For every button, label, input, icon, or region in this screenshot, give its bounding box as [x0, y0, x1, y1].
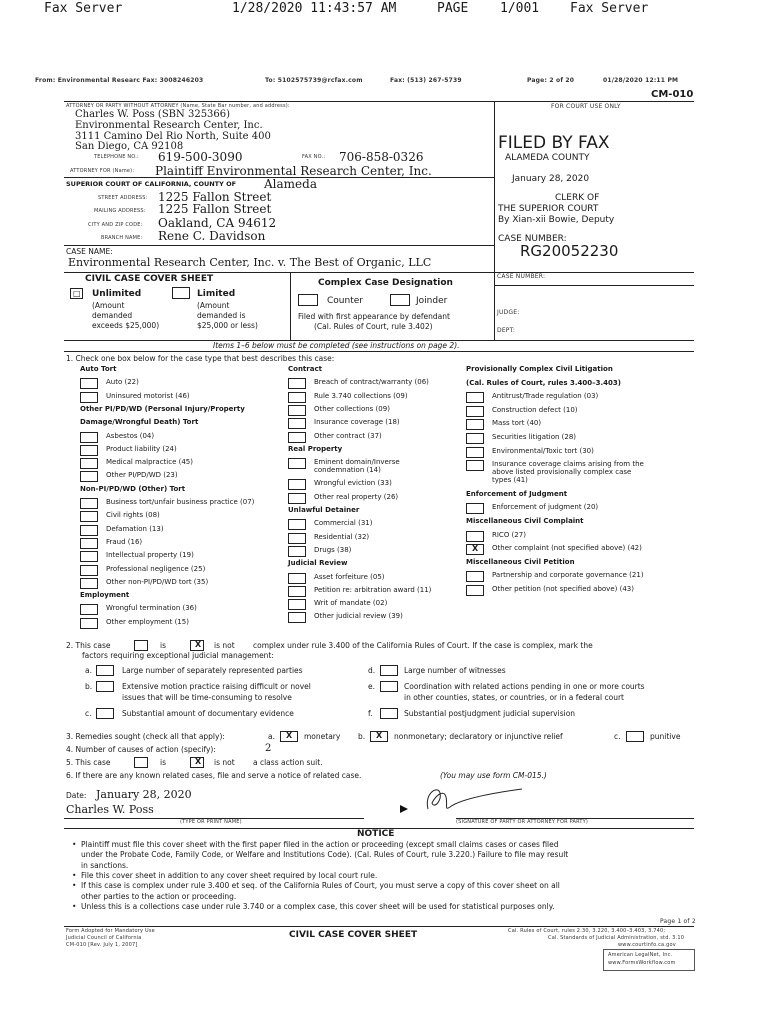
- remedy-nonmonetary-checkbox[interactable]: X: [370, 731, 388, 742]
- attorney-line: Environmental Research Center, Inc.: [75, 120, 263, 131]
- class-action-is-label: is: [160, 758, 166, 767]
- case-type-checkbox[interactable]: [466, 585, 484, 596]
- case-type-label: condemnation (14): [314, 466, 381, 475]
- telephone-label: TELEPHONE NO.:: [94, 154, 139, 160]
- case-type-label: Residential (32): [314, 532, 370, 541]
- fax-datetime: 1/28/2020 11:43:57 AM: [232, 1, 397, 16]
- case-type-checkbox[interactable]: [466, 544, 484, 555]
- case-type-checkbox[interactable]: [288, 519, 306, 530]
- factor-b-label: Extensive motion practice raising difficult or novel: [122, 682, 311, 691]
- complex-designation-title: Complex Case Designation: [318, 278, 453, 288]
- category-heading: Other PI/PD/WD (Personal Injury/Property: [80, 404, 245, 413]
- case-type-checkbox[interactable]: [466, 419, 484, 430]
- case-type-checkbox[interactable]: [466, 460, 484, 471]
- case-type-label: Defamation (13): [106, 524, 164, 533]
- category-heading: Real Property: [288, 444, 343, 453]
- cover-sheet-title: CIVIL CASE COVER SHEET: [85, 274, 214, 284]
- case-type-checkbox[interactable]: [288, 458, 306, 469]
- case-type-checkbox[interactable]: [80, 551, 98, 562]
- case-type-label: Fraud (16): [106, 537, 143, 546]
- case-type-label: above listed provisionally complex case: [492, 468, 632, 477]
- remedy-nonmonetary-label: nonmonetary; declaratory or injunctive relief: [394, 732, 563, 741]
- item-2-lead: 2. This case: [66, 641, 111, 650]
- factor-e-letter: e.: [368, 682, 375, 691]
- attorney-for-label: ATTORNEY FOR (Name):: [70, 168, 135, 174]
- factor-b-label2: issues that will be time-consuming to resolve: [122, 693, 292, 702]
- date-value: January 28, 2020: [96, 788, 192, 801]
- city-label: CITY AND ZIP CODE:: [88, 222, 143, 228]
- case-type-label: Partnership and corporate governance (21): [492, 571, 644, 580]
- class-action-is-not-label: is not: [214, 758, 235, 767]
- bullet-icon: •: [72, 881, 77, 891]
- case-type-checkbox[interactable]: [80, 471, 98, 482]
- item-2-rest: complex under rule 3.400 of the California Rules of Court. If the case is complex, mark the: [253, 641, 593, 650]
- case-type-label: Writ of mandate (02): [314, 599, 388, 608]
- right-column-divider: [494, 101, 495, 341]
- transmit-to: To: 5102575739@rcfax.com: [265, 77, 363, 84]
- branch-label: BRANCH NAME:: [101, 235, 143, 241]
- fax-page-number: 1/001: [500, 1, 540, 16]
- item-5-rest: a class action suit.: [253, 758, 323, 767]
- page-of: Page 1 of 2: [660, 918, 696, 925]
- case-type-checkbox[interactable]: [288, 418, 306, 429]
- case-type-checkbox[interactable]: [466, 447, 484, 458]
- category-heading: Damage/Wrongful Death) Tort: [80, 418, 199, 427]
- attorney-line: Charles W. Poss (SBN 325366): [75, 109, 231, 120]
- case-number-value: RG20052230: [520, 242, 619, 260]
- footer-right-line: Cal. Standards of Judicial Administration, std. 3.10: [548, 935, 685, 941]
- court-label: SUPERIOR COURT OF CALIFORNIA, COUNTY OF: [66, 180, 237, 188]
- factor-e-label2: in other counties, states, or countries, or in a federal court: [404, 693, 624, 702]
- remedy-monetary-label: monetary: [304, 732, 341, 741]
- factor-d-label: Large number of witnesses: [404, 666, 506, 675]
- filed-deputy: By Xian-xii Bowie, Deputy: [498, 215, 615, 225]
- filed-county: ALAMEDA COUNTY: [505, 153, 590, 163]
- category-heading: Enforcement of Judgment: [466, 489, 568, 498]
- notice-line: other parties to the action or proceeding.: [81, 891, 237, 901]
- transmit-page: Page: 2 of 20: [527, 77, 575, 84]
- footer-right-line: www.courtinfo.ca.gov: [618, 942, 676, 948]
- case-type-label: Other complaint (not specified above) (42): [492, 544, 642, 553]
- factor-b-letter: b.: [85, 682, 93, 691]
- case-type-checkbox[interactable]: [80, 538, 98, 549]
- filed-by-fax-title: FILED BY FAX: [498, 133, 610, 153]
- item-3-lead: 3. Remedies sought (check all that apply):: [66, 732, 225, 741]
- joinder-label: Joinder: [416, 296, 448, 306]
- case-type-label: Eminent domain/Inverse: [314, 458, 400, 467]
- factor-c-checkbox[interactable]: [96, 708, 114, 719]
- case-type-checkbox[interactable]: [80, 445, 98, 456]
- items-note: Items 1–6 below must be completed (see instructions on page 2).: [213, 341, 460, 350]
- filed-date: January 28, 2020: [512, 174, 590, 184]
- case-type-checkbox[interactable]: [80, 618, 98, 629]
- factor-c-label: Substantial amount of documentary evidence: [122, 709, 294, 718]
- unlimited-sub: exceeds $25,000): [92, 321, 160, 330]
- limited-label: Limited: [197, 289, 236, 299]
- case-type-checkbox[interactable]: [288, 432, 306, 443]
- case-type-checkbox[interactable]: [80, 511, 98, 522]
- category-heading: Non-PI/PD/WD (Other) Tort: [80, 484, 186, 493]
- remedy-c-letter: c.: [614, 732, 621, 741]
- clerk-line-2: THE SUPERIOR COURT: [498, 204, 599, 214]
- factor-a-checkbox[interactable]: [96, 665, 114, 676]
- item-4-lead: 4. Number of causes of action (specify):: [66, 745, 216, 754]
- remedy-a-letter: a.: [268, 732, 275, 741]
- case-type-label: RICO (27): [492, 530, 526, 539]
- case-type-label: Other judicial review (39): [314, 612, 403, 621]
- case-type-checkbox[interactable]: [288, 493, 306, 504]
- check-mark: X: [472, 544, 479, 554]
- case-type-label: Business tort/unfair business practice (07): [106, 498, 255, 506]
- case-type-checkbox[interactable]: [466, 503, 484, 514]
- remedy-punitive-label: punitive: [650, 732, 681, 741]
- case-type-label: Petition re: arbitration award (11): [314, 585, 432, 594]
- remedy-b-letter: b.: [358, 732, 366, 741]
- case-type-label: Civil rights (08): [106, 511, 160, 520]
- joinder-checkbox[interactable]: [390, 294, 410, 306]
- factor-d-letter: d.: [368, 666, 376, 675]
- transmit-fax: Fax: (513) 267-5739: [390, 77, 462, 84]
- case-type-checkbox[interactable]: [80, 498, 98, 509]
- category-heading: Miscellaneous Civil Petition: [466, 557, 575, 566]
- attorney-line: San Diego, CA 92108: [75, 141, 184, 152]
- notice-line: Unless this is a collections case under rule 3.740 or a complex case, this cover sheet will be used for statistical purposes only.: [81, 901, 555, 911]
- case-type-checkbox[interactable]: [288, 586, 306, 597]
- notice-line: in sanctions.: [81, 860, 129, 870]
- fax-no-value: 706-858-0326: [339, 150, 424, 164]
- factor-f-letter: f.: [368, 709, 373, 718]
- remedy-punitive-checkbox[interactable]: [626, 731, 644, 742]
- factor-c-letter: c.: [85, 709, 92, 718]
- complex-is-label: is: [160, 641, 166, 650]
- counter-checkbox[interactable]: [298, 294, 318, 306]
- case-type-label: Other non-PI/PD/WD tort (35): [106, 577, 209, 586]
- causes-of-action-value: 2: [265, 743, 272, 754]
- stamp-line: www.FormsWorkflow.com: [608, 960, 676, 966]
- footer-left-line: Form Adopted for Mandatory Use: [66, 928, 155, 934]
- fax-page-label: PAGE: [437, 1, 469, 16]
- case-type-label: Asset forfeiture (05): [314, 572, 385, 581]
- case-type-label: Construction defect (10): [492, 405, 578, 414]
- footer-right-line: Cal. Rules of Court, rules 2.30, 3.220, 3.400–3.403, 3.740;: [508, 928, 666, 934]
- item-2-line2: factors requiring exceptional judicial management:: [82, 651, 274, 660]
- unlimited-checkbox[interactable]: □: [70, 288, 83, 299]
- clerk-line-1: CLERK OF: [555, 193, 600, 203]
- date-label: Date:: [66, 791, 87, 800]
- category-heading: Judicial Review: [288, 559, 348, 568]
- case-type-checkbox[interactable]: [80, 432, 98, 443]
- case-type-label: Asbestos (04): [106, 431, 155, 440]
- attorney-header-label: ATTORNEY OR PARTY WITHOUT ATTORNEY (Name, State Bar number, and address):: [66, 103, 290, 109]
- case-type-checkbox[interactable]: [466, 406, 484, 417]
- dept-label: DEPT:: [497, 327, 516, 334]
- case-type-checkbox[interactable]: [80, 525, 98, 536]
- case-type-checkbox[interactable]: [288, 392, 306, 403]
- factor-d-checkbox[interactable]: [380, 665, 398, 676]
- case-type-label: Rule 3.740 collections (09): [314, 391, 408, 400]
- case-type-label: Other collections (09): [314, 404, 390, 413]
- signer-name: Charles W. Poss: [66, 803, 154, 816]
- case-type-label: Medical malpractice (45): [106, 458, 193, 467]
- case-type-checkbox[interactable]: [288, 405, 306, 416]
- footer-left-line: Judicial Council of California: [66, 935, 142, 941]
- case-type-checkbox[interactable]: [288, 599, 306, 610]
- case-type-label: Mass tort (40): [492, 419, 542, 428]
- case-type-label: Insurance coverage (18): [314, 418, 400, 427]
- category-heading: Miscellaneous Civil Complaint: [466, 517, 584, 525]
- limited-sub: demanded is: [197, 311, 246, 320]
- branch-value: Rene C. Davidson: [158, 229, 266, 243]
- item-5-lead: 5. This case: [66, 758, 111, 767]
- bullet-icon: •: [72, 901, 77, 911]
- filed-with-line: (Cal. Rules of Court, rule 3.402): [314, 322, 433, 331]
- case-type-checkbox[interactable]: [80, 578, 98, 589]
- case-type-label: Product liability (24): [106, 444, 177, 453]
- category-heading: Unlawful Detainer: [288, 506, 360, 514]
- transmit-stamp: 01/28/2020 12:11 PM: [603, 77, 679, 84]
- limited-checkbox[interactable]: [172, 287, 190, 299]
- unlimited-sub: (Amount: [92, 301, 125, 310]
- limited-sub: (Amount: [197, 301, 230, 310]
- signature-caption: (SIGNATURE OF PARTY OR ATTORNEY FOR PARTY): [456, 819, 589, 825]
- case-type-label: Wrongful eviction (33): [314, 479, 392, 488]
- case-type-checkbox[interactable]: [288, 573, 306, 584]
- case-type-label: Other real property (26): [314, 492, 399, 501]
- top-rule: [64, 101, 694, 102]
- case-type-label: Other petition (not specified above) (43): [492, 585, 634, 593]
- factor-a-letter: a.: [85, 666, 92, 675]
- footer-title: CIVIL CASE COVER SHEET: [289, 930, 418, 940]
- category-heading: Provisionally Complex Civil Litigation: [466, 365, 613, 373]
- stamp-line: American LegalNet, Inc.: [608, 952, 673, 958]
- case-type-checkbox[interactable]: [288, 612, 306, 623]
- complex-is-not-label: is not: [214, 641, 235, 650]
- for-court-use-label: FOR COURT USE ONLY: [551, 103, 621, 110]
- category-heading: Employment: [80, 591, 130, 600]
- remedy-monetary-checkbox[interactable]: X: [280, 731, 298, 742]
- unlimited-label: Unlimited: [92, 289, 142, 299]
- telephone-value: 619-500-3090: [158, 150, 243, 164]
- case-type-checkbox[interactable]: [466, 392, 484, 403]
- case-type-label: Enforcement of judgment (20): [492, 503, 599, 512]
- category-heading: Contract: [288, 365, 322, 373]
- case-type-label: Drugs (38): [314, 545, 352, 554]
- fax-sender: Fax Server: [44, 1, 123, 16]
- notice-title: NOTICE: [357, 829, 395, 839]
- court-county: Alameda: [264, 177, 317, 191]
- case-type-checkbox[interactable]: [80, 604, 98, 615]
- factor-a-label: Large number of separately represented parties: [122, 666, 303, 675]
- category-heading: Auto Tort: [80, 365, 117, 373]
- case-type-label: Other employment (15): [106, 617, 189, 626]
- case-number-label: CASE NUMBER:: [498, 234, 567, 244]
- signature: [398, 783, 528, 819]
- case-number-label-small: CASE NUMBER:: [497, 273, 546, 280]
- case-type-label: Uninsured motorist (46): [106, 391, 190, 400]
- case-type-checkbox[interactable]: [80, 565, 98, 576]
- case-type-label: types (41): [492, 476, 528, 485]
- mailing-label: MAILING ADDRESS:: [94, 208, 146, 214]
- case-type-label: Commercial (31): [314, 519, 373, 528]
- judge-label: JUDGE:: [497, 309, 520, 316]
- case-type-checkbox[interactable]: [80, 392, 98, 403]
- factor-b-checkbox[interactable]: [96, 681, 114, 692]
- complex-is-checkbox[interactable]: [134, 640, 148, 651]
- item-6-lead: 6. If there are any known related cases, file and serve a notice of related case.: [66, 771, 362, 780]
- item-1-text: 1. Check one box below for the case type that best describes this case:: [66, 354, 335, 363]
- case-type-checkbox[interactable]: [466, 571, 484, 582]
- street-value: 1225 Fallon Street: [158, 190, 272, 204]
- bullet-icon: •: [72, 840, 77, 849]
- attorney-for-value: Plaintiff Environmental Research Center, Inc.: [155, 164, 432, 178]
- factor-e-checkbox[interactable]: [380, 681, 398, 692]
- name-caption: (TYPE OR PRINT NAME): [180, 819, 242, 825]
- factor-f-checkbox[interactable]: [380, 708, 398, 719]
- transmit-from: From: Environmental Researc Fax: 3008246203: [35, 77, 204, 84]
- case-type-label: Other PI/PD/WD (23): [106, 471, 178, 480]
- case-type-checkbox[interactable]: [466, 433, 484, 444]
- case-type-label: Wrongful termination (36): [106, 604, 197, 613]
- class-action-is-checkbox[interactable]: [134, 757, 148, 768]
- bullet-icon: •: [72, 870, 77, 880]
- city-value: Oakland, CA 94612: [158, 216, 277, 230]
- case-type-label: Professional negligence (25): [106, 564, 206, 573]
- case-type-label: Breach of contract/warranty (06): [314, 378, 429, 387]
- item-6-hint: (You may use form CM-015.): [440, 771, 547, 780]
- case-type-checkbox[interactable]: [80, 378, 98, 389]
- case-type-checkbox[interactable]: [288, 479, 306, 490]
- street-label: STREET ADDRESS:: [98, 195, 148, 201]
- case-type-checkbox[interactable]: [466, 531, 484, 542]
- fax-recipient: Fax Server: [570, 1, 649, 16]
- case-type-label: Other contract (37): [314, 431, 382, 440]
- footer-left-line: CM-010 [Rev. July 1, 2007]: [66, 942, 138, 948]
- case-type-label: Antitrust/Trade regulation (03): [492, 392, 599, 401]
- mailing-value: 1225 Fallon Street: [158, 202, 272, 216]
- limited-sub: $25,000 or less): [197, 321, 258, 330]
- notice-line: under the Probate Code, Family Code, or Welfare and Institutions Code). (Cal. Rules of Court, rule 3.220.) Failure to file may result: [81, 850, 569, 860]
- class-action-is-not-checkbox[interactable]: X: [190, 757, 204, 768]
- factor-f-label: Substantial postjudgment judicial supervision: [404, 709, 576, 718]
- case-type-checkbox[interactable]: [288, 546, 306, 557]
- case-type-label: Intellectual property (19): [106, 551, 194, 560]
- case-type-label: Environmental/Toxic tort (30): [492, 446, 594, 455]
- factor-e-label: Coordination with related actions pending in one or more courts: [404, 682, 645, 691]
- case-name-value: Environmental Research Center, Inc. v. The Best of Organic, LLC: [68, 256, 432, 269]
- case-name-label: CASE NAME:: [66, 247, 113, 256]
- fax-no-label: FAX NO.:: [302, 154, 326, 160]
- case-type-checkbox[interactable]: [288, 378, 306, 389]
- case-type-label: Auto (22): [106, 378, 139, 387]
- case-type-checkbox[interactable]: [288, 533, 306, 544]
- legalnet-stamp: [603, 949, 695, 971]
- counter-label: Counter: [327, 296, 363, 306]
- unlimited-sub: demanded: [92, 311, 133, 320]
- complex-is-not-checkbox[interactable]: X: [190, 640, 204, 651]
- filed-with-line: Filed with first appearance by defendant: [298, 312, 450, 321]
- attorney-line: 3111 Camino Del Rio North, Suite 400: [75, 131, 271, 142]
- notice-line: Plaintiff must file this cover sheet with the first paper filed in the action or proceeding (except small claims cases or cases filed: [81, 840, 559, 849]
- notice-line: File this cover sheet in addition to any cover sheet required by local court rule.: [81, 870, 378, 880]
- case-type-checkbox[interactable]: [80, 458, 98, 469]
- form-id: CM-010: [651, 89, 694, 100]
- case-type-label: Insurance coverage claims arising from the: [492, 460, 644, 469]
- notice-line: If this case is complex under rule 3.400 et seq. of the California Rules of Court, you must serve a copy of this cover sheet on all: [81, 881, 560, 891]
- case-type-label: Securities litigation (28): [492, 433, 577, 441]
- category-heading: (Cal. Rules of Court, rules 3.400–3.403): [466, 378, 621, 387]
